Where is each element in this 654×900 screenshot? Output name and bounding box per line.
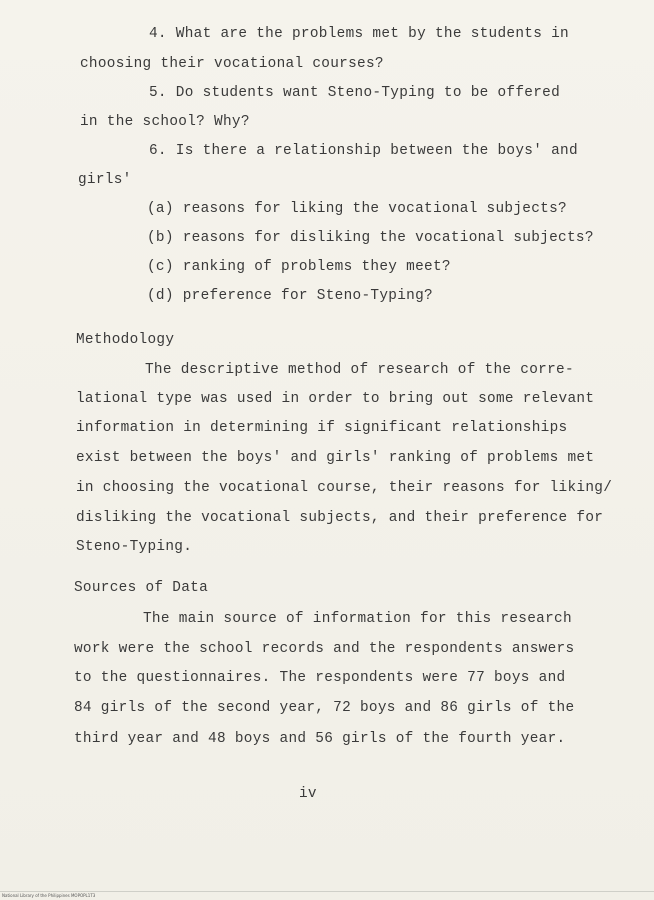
methodology-line-7: Steno-Typing. <box>76 539 193 555</box>
question-4-line-1: 4. What are the problems met by the students in <box>149 26 569 42</box>
question-6-line-1: 6. Is there a relationship between the boys' and <box>149 143 578 159</box>
sources-line-4: 84 girls of the second year, 72 boys and 86 girls of the <box>74 700 575 716</box>
library-footer: National Library of the Philippines MOPOPL1T3 <box>2 893 96 898</box>
bottom-divider <box>0 891 654 892</box>
methodology-line-1: The descriptive method of research of the corre- <box>145 362 574 378</box>
sources-line-3: to the questionnaires. The respondents were 77 boys and <box>74 670 566 686</box>
sub-item-a: (a) reasons for liking the vocational subjects? <box>147 201 567 217</box>
sources-line-2: work were the school records and the respondents answers <box>74 641 575 657</box>
question-4-line-2: choosing their vocational courses? <box>80 56 384 72</box>
question-5-line-1: 5. Do students want Steno-Typing to be offered <box>149 85 561 101</box>
question-6-line-2: girls' <box>78 172 132 188</box>
methodology-heading: Methodology <box>76 332 175 348</box>
question-5-line-2: in the school? Why? <box>80 114 250 130</box>
sources-line-1: The main source of information for this research <box>143 611 572 627</box>
methodology-line-5: in choosing the vocational course, their reasons for liking/ <box>76 480 613 496</box>
page-number: iv <box>299 786 317 802</box>
sources-line-5: third year and 48 boys and 56 girls of the fourth year. <box>74 731 566 747</box>
methodology-line-6: disliking the vocational subjects, and their preference for <box>76 510 604 526</box>
methodology-line-4: exist between the boys' and girls' ranking of problems met <box>76 450 595 466</box>
sub-item-c: (c) ranking of problems they meet? <box>147 259 451 275</box>
sub-item-b: (b) reasons for disliking the vocational subjects? <box>147 230 594 246</box>
sub-item-d: (d) preference for Steno-Typing? <box>147 288 433 304</box>
sources-heading: Sources of Data <box>74 580 209 596</box>
methodology-line-3: information in determining if significant relationships <box>76 420 568 436</box>
methodology-line-2: lational type was used in order to bring out some relevant <box>76 391 595 407</box>
